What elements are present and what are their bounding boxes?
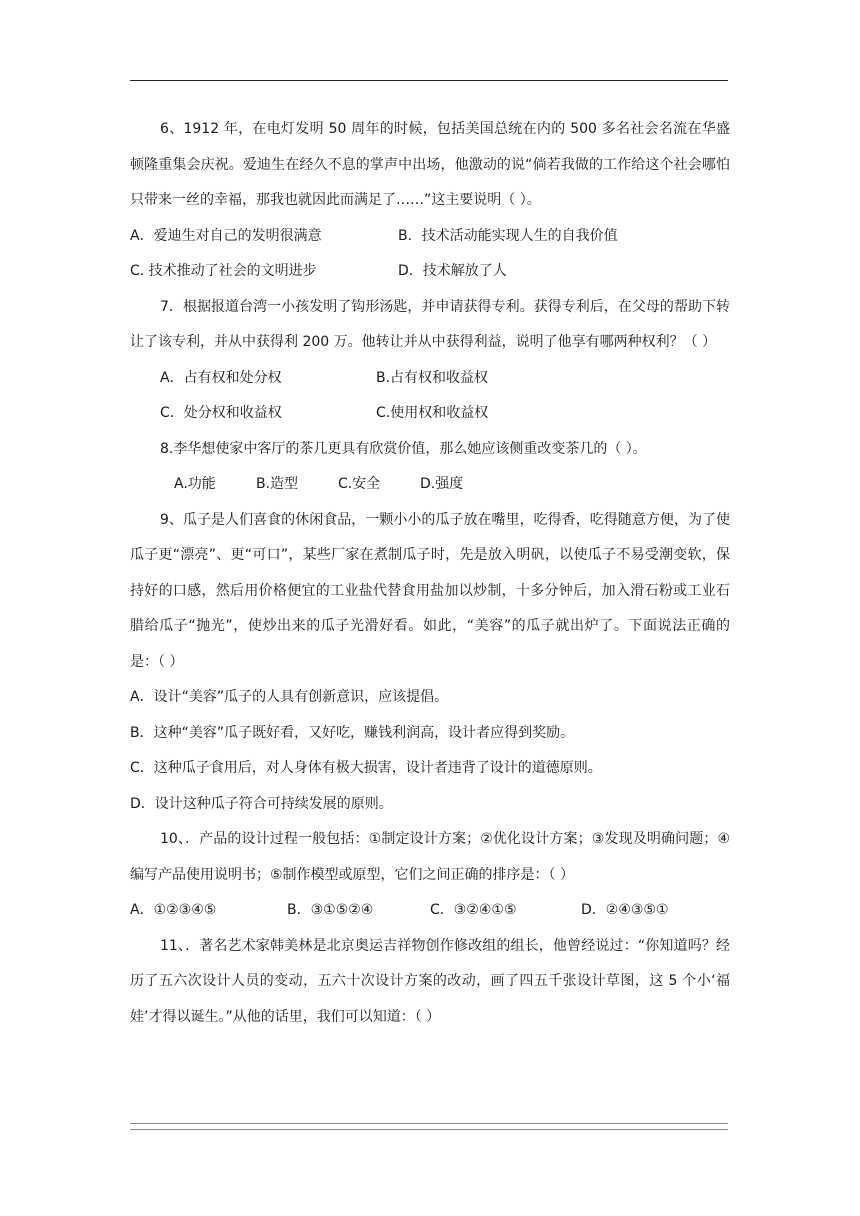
question-9-option-b: B．这种“美容”瓜子既好看，又好吃，赚钱利润高，设计者应得到奖励。 <box>130 724 575 741</box>
question-10-option-d: D．②④③⑤① <box>581 902 669 918</box>
question-8-option-c: C.安全 <box>338 476 381 492</box>
question-7-option-c: C．处分权和收益权 <box>160 405 282 421</box>
question-10-stem: 10、．产品的设计过程一般包括：①制定设计方案；②优化设计方案；③发现及明确问题；④编写产品使用说明书；⑤制作模型或原型，它们之间正确的排序是：（ ） <box>130 831 730 883</box>
question-6-option-c: C. 技术推动了社会的文明进步 <box>130 263 317 279</box>
question-7-option-b: B.占有权和收益权 <box>376 369 489 386</box>
question-8-option-d: D.强度 <box>420 476 464 492</box>
question-6-options-row-2 <box>130 254 730 290</box>
question-7-options-row-2 <box>130 396 730 432</box>
question-8-option-b: B.造型 <box>256 476 299 492</box>
question-10-option-b: B．③①⑤②④ <box>287 902 374 918</box>
question-10-option-c: C．③②④①⑤ <box>430 902 517 918</box>
question-7-options-row-1 <box>130 361 730 397</box>
question-9-option-a: A．设计“美容”瓜子的人具有创新意识，应该提倡。 <box>130 689 449 705</box>
question-10-option-a: A．①②③④⑤ <box>130 902 217 918</box>
question-8-option-a: A.功能 <box>174 476 216 492</box>
header-rule <box>130 80 728 81</box>
question-7-option-a: A．占有权和处分权 <box>160 369 282 386</box>
question-9-option-c: C．这种瓜子食用后，对人身体有极大损害，设计者违背了设计的道德原则。 <box>130 760 602 776</box>
question-6-option-b: B．技术活动能实现人生的自我价值 <box>398 227 618 244</box>
question-6-option-a: A．爱迪生对自己的发明很满意 <box>130 227 322 244</box>
question-10-options <box>130 893 730 929</box>
question-7-stem: 7．根据报道台湾一小孩发明了钩形汤匙，并申请获得专利。获得专利后，在父母的帮助下转让了该专利，并从中获得利 200 万。他转让并从中获得利益，说明了他享有哪两种权利？（ ） <box>130 298 730 350</box>
question-9-option-d: D．设计这种瓜子符合可持续发展的原则。 <box>130 795 393 812</box>
question-8-options <box>130 467 730 503</box>
document-body <box>130 112 730 1035</box>
question-8-stem: 8.李华想使家中客厅的茶几更具有欣赏价值，那么她应该侧重改变茶几的（ ）。 <box>160 440 647 457</box>
question-11-stem: 11、．著名艺术家韩美林是北京奥运吉祥物创作修改组的组长，他曾经说过：“你知道吗？经历了五六次设计人员的变动，五六十次设计方案的改动，画了四五千张设计草图，这 5 个小‘福娃’才得以诞生。”从他的话里，我们可以知道：（ ） <box>130 937 730 1025</box>
footer-rule-bottom <box>130 1129 728 1130</box>
question-7-option-d: C.使用权和收益权 <box>376 405 489 421</box>
question-9-stem: 9、瓜子是人们喜食的休闲食品，一颗小小的瓜子放在嘴里，吃得香，吃得随意方便，为了使瓜子更“漂亮”、更“可口”，某些厂家在煮制瓜子时，先是放入明矾，以使瓜子不易受潮变软，保持好的口感，然后用价格便宜的工业盐代替食用盐加以炒制，十多分钟后，加入滑石粉或工业石腊给瓜子“抛光”，使炒出来的瓜子光滑好看。如此，“美容”的瓜子就出炉了。下面说法正确的是：（ ） <box>130 511 730 670</box>
question-6-stem: 6、1912 年，在电灯发明 50 周年的时候，包括美国总统在内的 500 多名社会名流在华盛顿隆重集会庆祝。爱迪生在经久不息的掌声中出场，他激动的说“倘若我做的工作给这个社会哪怕只带来一丝的幸福，那我也就因此而满足了……”这主要说明（ ）。 <box>130 121 730 208</box>
question-6-options-row-1 <box>130 219 730 255</box>
footer-rule-top <box>130 1123 728 1124</box>
question-6-option-d: D．技术解放了人 <box>398 263 507 279</box>
